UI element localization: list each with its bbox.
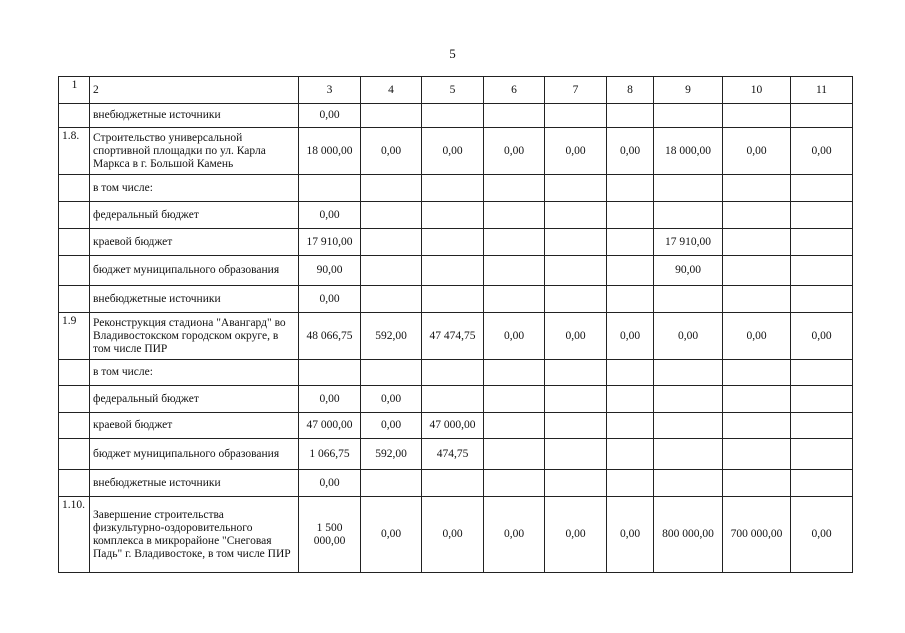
cell-col-11: 0,00 [791, 128, 853, 175]
cell-col-9 [654, 360, 723, 386]
cell-col-6 [484, 386, 545, 413]
cell-col-6 [484, 286, 545, 313]
cell-col-9 [654, 202, 723, 229]
budget-table [58, 76, 853, 573]
cell-col-4 [361, 104, 422, 128]
cell-col-2: федеральный бюджет [90, 386, 299, 413]
cell-col-4: 592,00 [361, 313, 422, 360]
cell-col-7: 0,00 [545, 497, 607, 573]
cell-col-1 [59, 104, 90, 128]
table-row [59, 202, 853, 229]
cell-col-9 [654, 286, 723, 313]
cell-col-7 [545, 175, 607, 202]
cell-col-8 [607, 175, 654, 202]
header-row [59, 77, 853, 104]
cell-col-9 [654, 104, 723, 128]
cell-col-10 [723, 360, 791, 386]
cell-col-5 [422, 229, 484, 256]
cell-col-11 [791, 256, 853, 286]
cell-col-2: бюджет муниципального образования [90, 439, 299, 470]
cell-col-3: 18 000,00 [299, 128, 361, 175]
cell-col-10 [723, 413, 791, 439]
cell-col-6 [484, 202, 545, 229]
cell-col-2: Строительство универсальной спортивной площадки по ул. Карла Маркса в г. Большой Камень [90, 128, 299, 175]
table-row [59, 256, 853, 286]
table-row [59, 286, 853, 313]
cell-col-1 [59, 286, 90, 313]
cell-col-5: 0,00 [422, 128, 484, 175]
cell-col-2: Завершение строительства физкультурно-оздоровительного комплекса в микрорайоне "Снеговая Падь" г. Владивостоке, в том числе ПИР [90, 497, 299, 573]
cell-col-9: 17 910,00 [654, 229, 723, 256]
cell-col-9: 800 000,00 [654, 497, 723, 573]
cell-col-8 [607, 202, 654, 229]
cell-col-8 [607, 413, 654, 439]
cell-col-1 [59, 175, 90, 202]
cell-col-11 [791, 286, 853, 313]
cell-col-8 [607, 286, 654, 313]
cell-col-4 [361, 175, 422, 202]
cell-col-6 [484, 175, 545, 202]
cell-col-10: 0,00 [723, 313, 791, 360]
cell-col-3: 48 066,75 [299, 313, 361, 360]
cell-col-1: 1.9 [59, 313, 90, 360]
cell-col-3: 1 500 000,00 [299, 497, 361, 573]
cell-col-8: 0,00 [607, 313, 654, 360]
table-row [59, 413, 853, 439]
cell-col-8 [607, 439, 654, 470]
table-row [59, 470, 853, 497]
cell-col-5 [422, 360, 484, 386]
cell-col-7: 0,00 [545, 313, 607, 360]
cell-col-1 [59, 470, 90, 497]
cell-col-8 [607, 386, 654, 413]
cell-col-11 [791, 439, 853, 470]
cell-col-6 [484, 439, 545, 470]
cell-col-11: 0,00 [791, 497, 853, 573]
cell-col-2: внебюджетные источники [90, 286, 299, 313]
cell-col-3: 1 066,75 [299, 439, 361, 470]
cell-col-5: 47 474,75 [422, 313, 484, 360]
cell-col-9 [654, 413, 723, 439]
cell-col-11: 0,00 [791, 313, 853, 360]
cell-col-6 [484, 104, 545, 128]
cell-col-11 [791, 413, 853, 439]
cell-col-4 [361, 256, 422, 286]
cell-col-5 [422, 104, 484, 128]
cell-col-6 [484, 470, 545, 497]
header-cell-1: 1 [59, 77, 90, 104]
cell-col-4 [361, 286, 422, 313]
header-cell-7: 7 [545, 77, 607, 104]
cell-col-4: 0,00 [361, 497, 422, 573]
table-row [59, 128, 853, 175]
cell-col-5 [422, 175, 484, 202]
cell-col-10 [723, 202, 791, 229]
cell-col-8: 0,00 [607, 128, 654, 175]
cell-col-8: 0,00 [607, 497, 654, 573]
header-cell-2: 2 [90, 77, 299, 104]
cell-col-3: 47 000,00 [299, 413, 361, 439]
cell-col-3: 0,00 [299, 470, 361, 497]
page-number: 5 [449, 46, 456, 61]
header-cell-9: 9 [654, 77, 723, 104]
cell-col-7 [545, 413, 607, 439]
cell-col-6 [484, 413, 545, 439]
cell-col-4 [361, 360, 422, 386]
cell-col-2: краевой бюджет [90, 413, 299, 439]
table-row [59, 360, 853, 386]
cell-col-9 [654, 386, 723, 413]
cell-col-5 [422, 256, 484, 286]
cell-col-11 [791, 175, 853, 202]
cell-col-10: 0,00 [723, 128, 791, 175]
cell-col-9: 18 000,00 [654, 128, 723, 175]
cell-col-5 [422, 202, 484, 229]
cell-col-9: 90,00 [654, 256, 723, 286]
cell-col-6 [484, 229, 545, 256]
header-cell-3: 3 [299, 77, 361, 104]
cell-col-2: в том числе: [90, 175, 299, 202]
cell-col-3: 0,00 [299, 104, 361, 128]
table-row [59, 497, 853, 573]
cell-col-2: Реконструкция стадиона "Авангард" во Владивостокском городском округе, в том числе ПИР [90, 313, 299, 360]
cell-col-7 [545, 360, 607, 386]
cell-col-6: 0,00 [484, 128, 545, 175]
cell-col-11 [791, 229, 853, 256]
cell-col-10 [723, 470, 791, 497]
cell-col-10 [723, 175, 791, 202]
cell-col-7 [545, 439, 607, 470]
cell-col-5 [422, 386, 484, 413]
cell-col-2: внебюджетные источники [90, 470, 299, 497]
cell-col-8 [607, 104, 654, 128]
cell-col-3: 0,00 [299, 286, 361, 313]
cell-col-5: 474,75 [422, 439, 484, 470]
cell-col-2: внебюджетные источники [90, 104, 299, 128]
cell-col-2: федеральный бюджет [90, 202, 299, 229]
table-row [59, 386, 853, 413]
cell-col-4 [361, 202, 422, 229]
cell-col-1 [59, 256, 90, 286]
cell-col-4: 0,00 [361, 128, 422, 175]
cell-col-4 [361, 229, 422, 256]
cell-col-6: 0,00 [484, 313, 545, 360]
table-row [59, 175, 853, 202]
header-cell-5: 5 [422, 77, 484, 104]
cell-col-6 [484, 256, 545, 286]
cell-col-3 [299, 360, 361, 386]
cell-col-7 [545, 470, 607, 497]
cell-col-7 [545, 202, 607, 229]
cell-col-8 [607, 360, 654, 386]
cell-col-3: 0,00 [299, 386, 361, 413]
cell-col-10 [723, 104, 791, 128]
cell-col-5 [422, 470, 484, 497]
cell-col-2: бюджет муниципального образования [90, 256, 299, 286]
cell-col-1 [59, 386, 90, 413]
cell-col-9 [654, 175, 723, 202]
table-row [59, 104, 853, 128]
table-body [59, 77, 853, 573]
cell-col-10 [723, 386, 791, 413]
cell-col-3: 17 910,00 [299, 229, 361, 256]
cell-col-1 [59, 202, 90, 229]
header-cell-8: 8 [607, 77, 654, 104]
cell-col-4 [361, 470, 422, 497]
cell-col-3 [299, 175, 361, 202]
cell-col-1 [59, 360, 90, 386]
cell-col-9 [654, 470, 723, 497]
cell-col-1 [59, 413, 90, 439]
table-row [59, 229, 853, 256]
cell-col-10 [723, 229, 791, 256]
cell-col-9 [654, 439, 723, 470]
cell-col-8 [607, 470, 654, 497]
cell-col-7 [545, 104, 607, 128]
cell-col-4: 592,00 [361, 439, 422, 470]
cell-col-7: 0,00 [545, 128, 607, 175]
cell-col-2: краевой бюджет [90, 229, 299, 256]
cell-col-9: 0,00 [654, 313, 723, 360]
cell-col-1: 1.8. [59, 128, 90, 175]
cell-col-10: 700 000,00 [723, 497, 791, 573]
cell-col-11 [791, 360, 853, 386]
cell-col-4: 0,00 [361, 413, 422, 439]
table-row [59, 439, 853, 470]
cell-col-7 [545, 286, 607, 313]
cell-col-8 [607, 229, 654, 256]
cell-col-7 [545, 229, 607, 256]
cell-col-3: 0,00 [299, 202, 361, 229]
cell-col-1: 1.10. [59, 497, 90, 573]
cell-col-1 [59, 229, 90, 256]
cell-col-7 [545, 256, 607, 286]
cell-col-10 [723, 439, 791, 470]
cell-col-4: 0,00 [361, 386, 422, 413]
cell-col-11 [791, 104, 853, 128]
cell-col-5: 0,00 [422, 497, 484, 573]
cell-col-1 [59, 439, 90, 470]
header-cell-4: 4 [361, 77, 422, 104]
table-row [59, 313, 853, 360]
cell-col-11 [791, 386, 853, 413]
cell-col-10 [723, 256, 791, 286]
cell-col-11 [791, 202, 853, 229]
cell-col-2: в том числе: [90, 360, 299, 386]
header-cell-10: 10 [723, 77, 791, 104]
cell-col-5: 47 000,00 [422, 413, 484, 439]
cell-col-10 [723, 286, 791, 313]
header-cell-6: 6 [484, 77, 545, 104]
header-cell-11: 11 [791, 77, 853, 104]
cell-col-5 [422, 286, 484, 313]
cell-col-6 [484, 360, 545, 386]
cell-col-11 [791, 470, 853, 497]
cell-col-7 [545, 386, 607, 413]
cell-col-6: 0,00 [484, 497, 545, 573]
cell-col-8 [607, 256, 654, 286]
cell-col-3: 90,00 [299, 256, 361, 286]
